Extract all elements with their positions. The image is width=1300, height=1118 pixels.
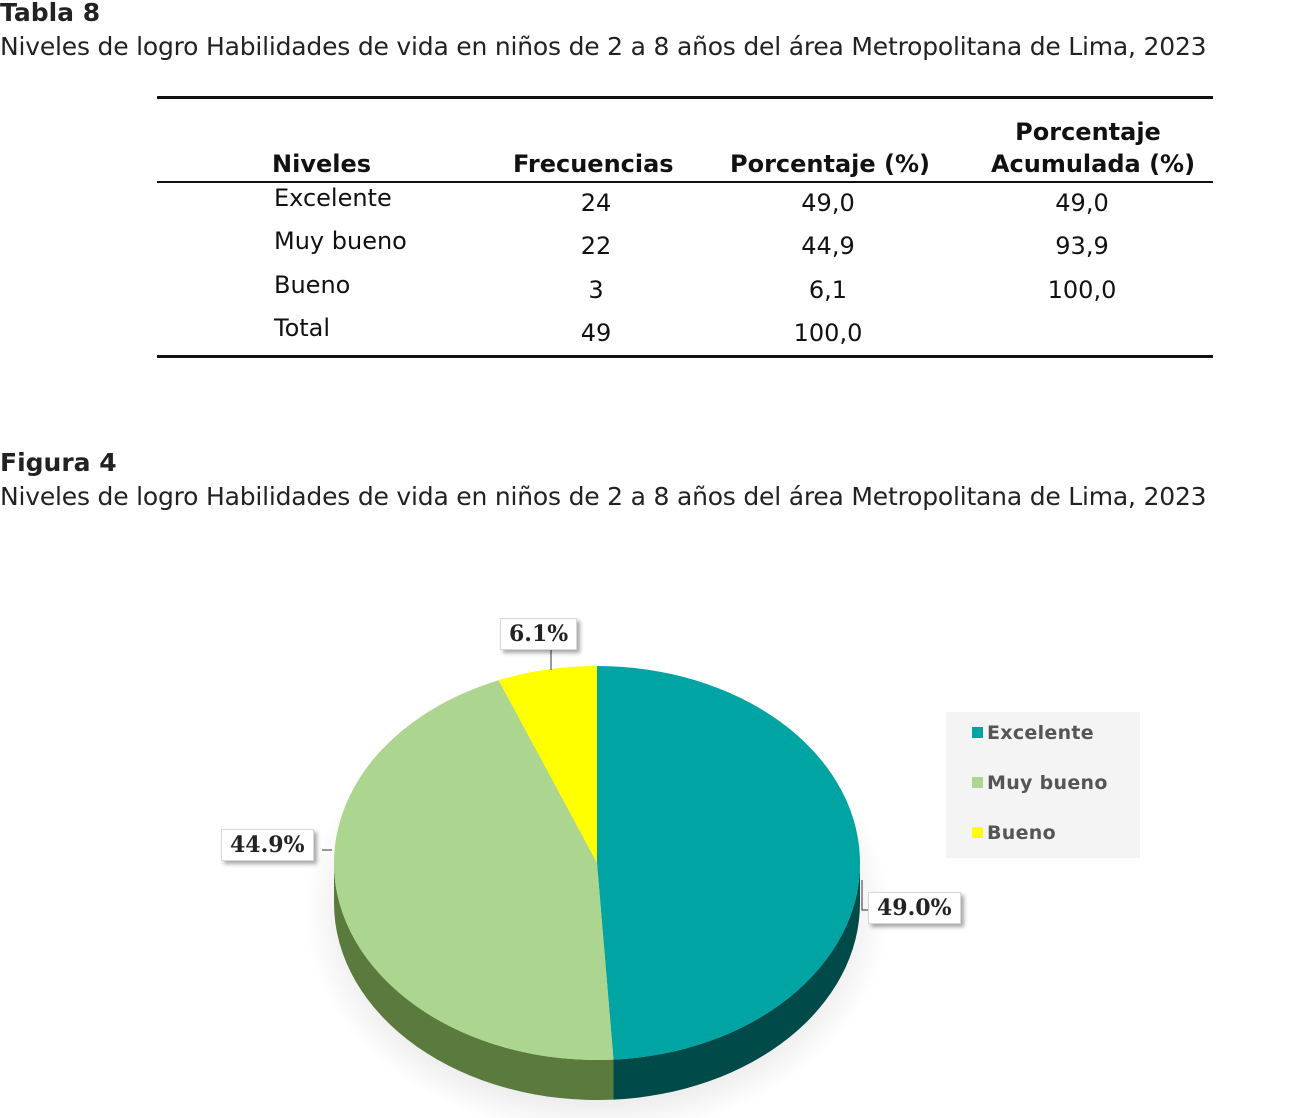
legend-swatch bbox=[972, 827, 983, 838]
table-cell-nivel: Excelente bbox=[274, 184, 392, 212]
header-niveles: Niveles bbox=[272, 150, 372, 178]
header-frecuencias: Frecuencias bbox=[513, 150, 674, 178]
legend-item-bueno bbox=[972, 822, 1056, 844]
table-cell-nivel: Total bbox=[274, 314, 331, 342]
table-caption-label: Tabla 8 bbox=[0, 0, 101, 27]
table-cell-porcentaje: 44,9 bbox=[801, 232, 855, 260]
table-cell-frecuencia: 22 bbox=[580, 232, 612, 260]
table-cell-acumulada: 93,9 bbox=[1055, 232, 1109, 260]
header-acumulada-line2: Acumulada (%) bbox=[990, 150, 1196, 178]
figure-caption-title: Niveles de logro Habilidades de vida en niños de 2 a 8 años del área Metropolitana de Lima, 2023 bbox=[0, 482, 1207, 511]
table-cell-frecuencia: 24 bbox=[580, 189, 612, 217]
table-cell-frecuencia: 49 bbox=[580, 319, 612, 347]
header-acumulada-line1: Porcentaje bbox=[1015, 118, 1161, 146]
legend-label: Bueno bbox=[987, 822, 1056, 844]
table-cell-porcentaje: 6,1 bbox=[808, 276, 848, 304]
legend-swatch bbox=[972, 727, 983, 738]
legend-swatch bbox=[972, 777, 983, 788]
figure-caption-label: Figura 4 bbox=[0, 448, 117, 477]
table-cell-acumulada: 100,0 bbox=[1047, 276, 1117, 304]
header-porcentaje: Porcentaje (%) bbox=[730, 150, 931, 178]
table-cell-acumulada: 49,0 bbox=[1055, 189, 1109, 217]
data-label-excelente: 49.0% bbox=[868, 892, 961, 924]
table-cell-porcentaje: 100,0 bbox=[793, 319, 863, 347]
data-label-muy-bueno: 44.9% bbox=[221, 829, 314, 861]
legend-label: Excelente bbox=[987, 722, 1094, 744]
table-caption-title: Niveles de logro Habilidades de vida en niños de 2 a 8 años del área Metropolitana de Lima, 2023 bbox=[0, 32, 1207, 61]
legend-item-excelente bbox=[972, 722, 1094, 744]
legend-label: Muy bueno bbox=[987, 772, 1108, 794]
legend-item-muy-bueno bbox=[972, 772, 1108, 794]
chart-legend bbox=[946, 712, 1140, 858]
data-label-bueno: 6.1% bbox=[500, 618, 577, 650]
table-cell-nivel: Bueno bbox=[274, 271, 351, 299]
table-cell-frecuencia: 3 bbox=[588, 276, 604, 304]
table-cell-porcentaje: 49,0 bbox=[801, 189, 855, 217]
table-cell-nivel: Muy bueno bbox=[274, 227, 407, 255]
